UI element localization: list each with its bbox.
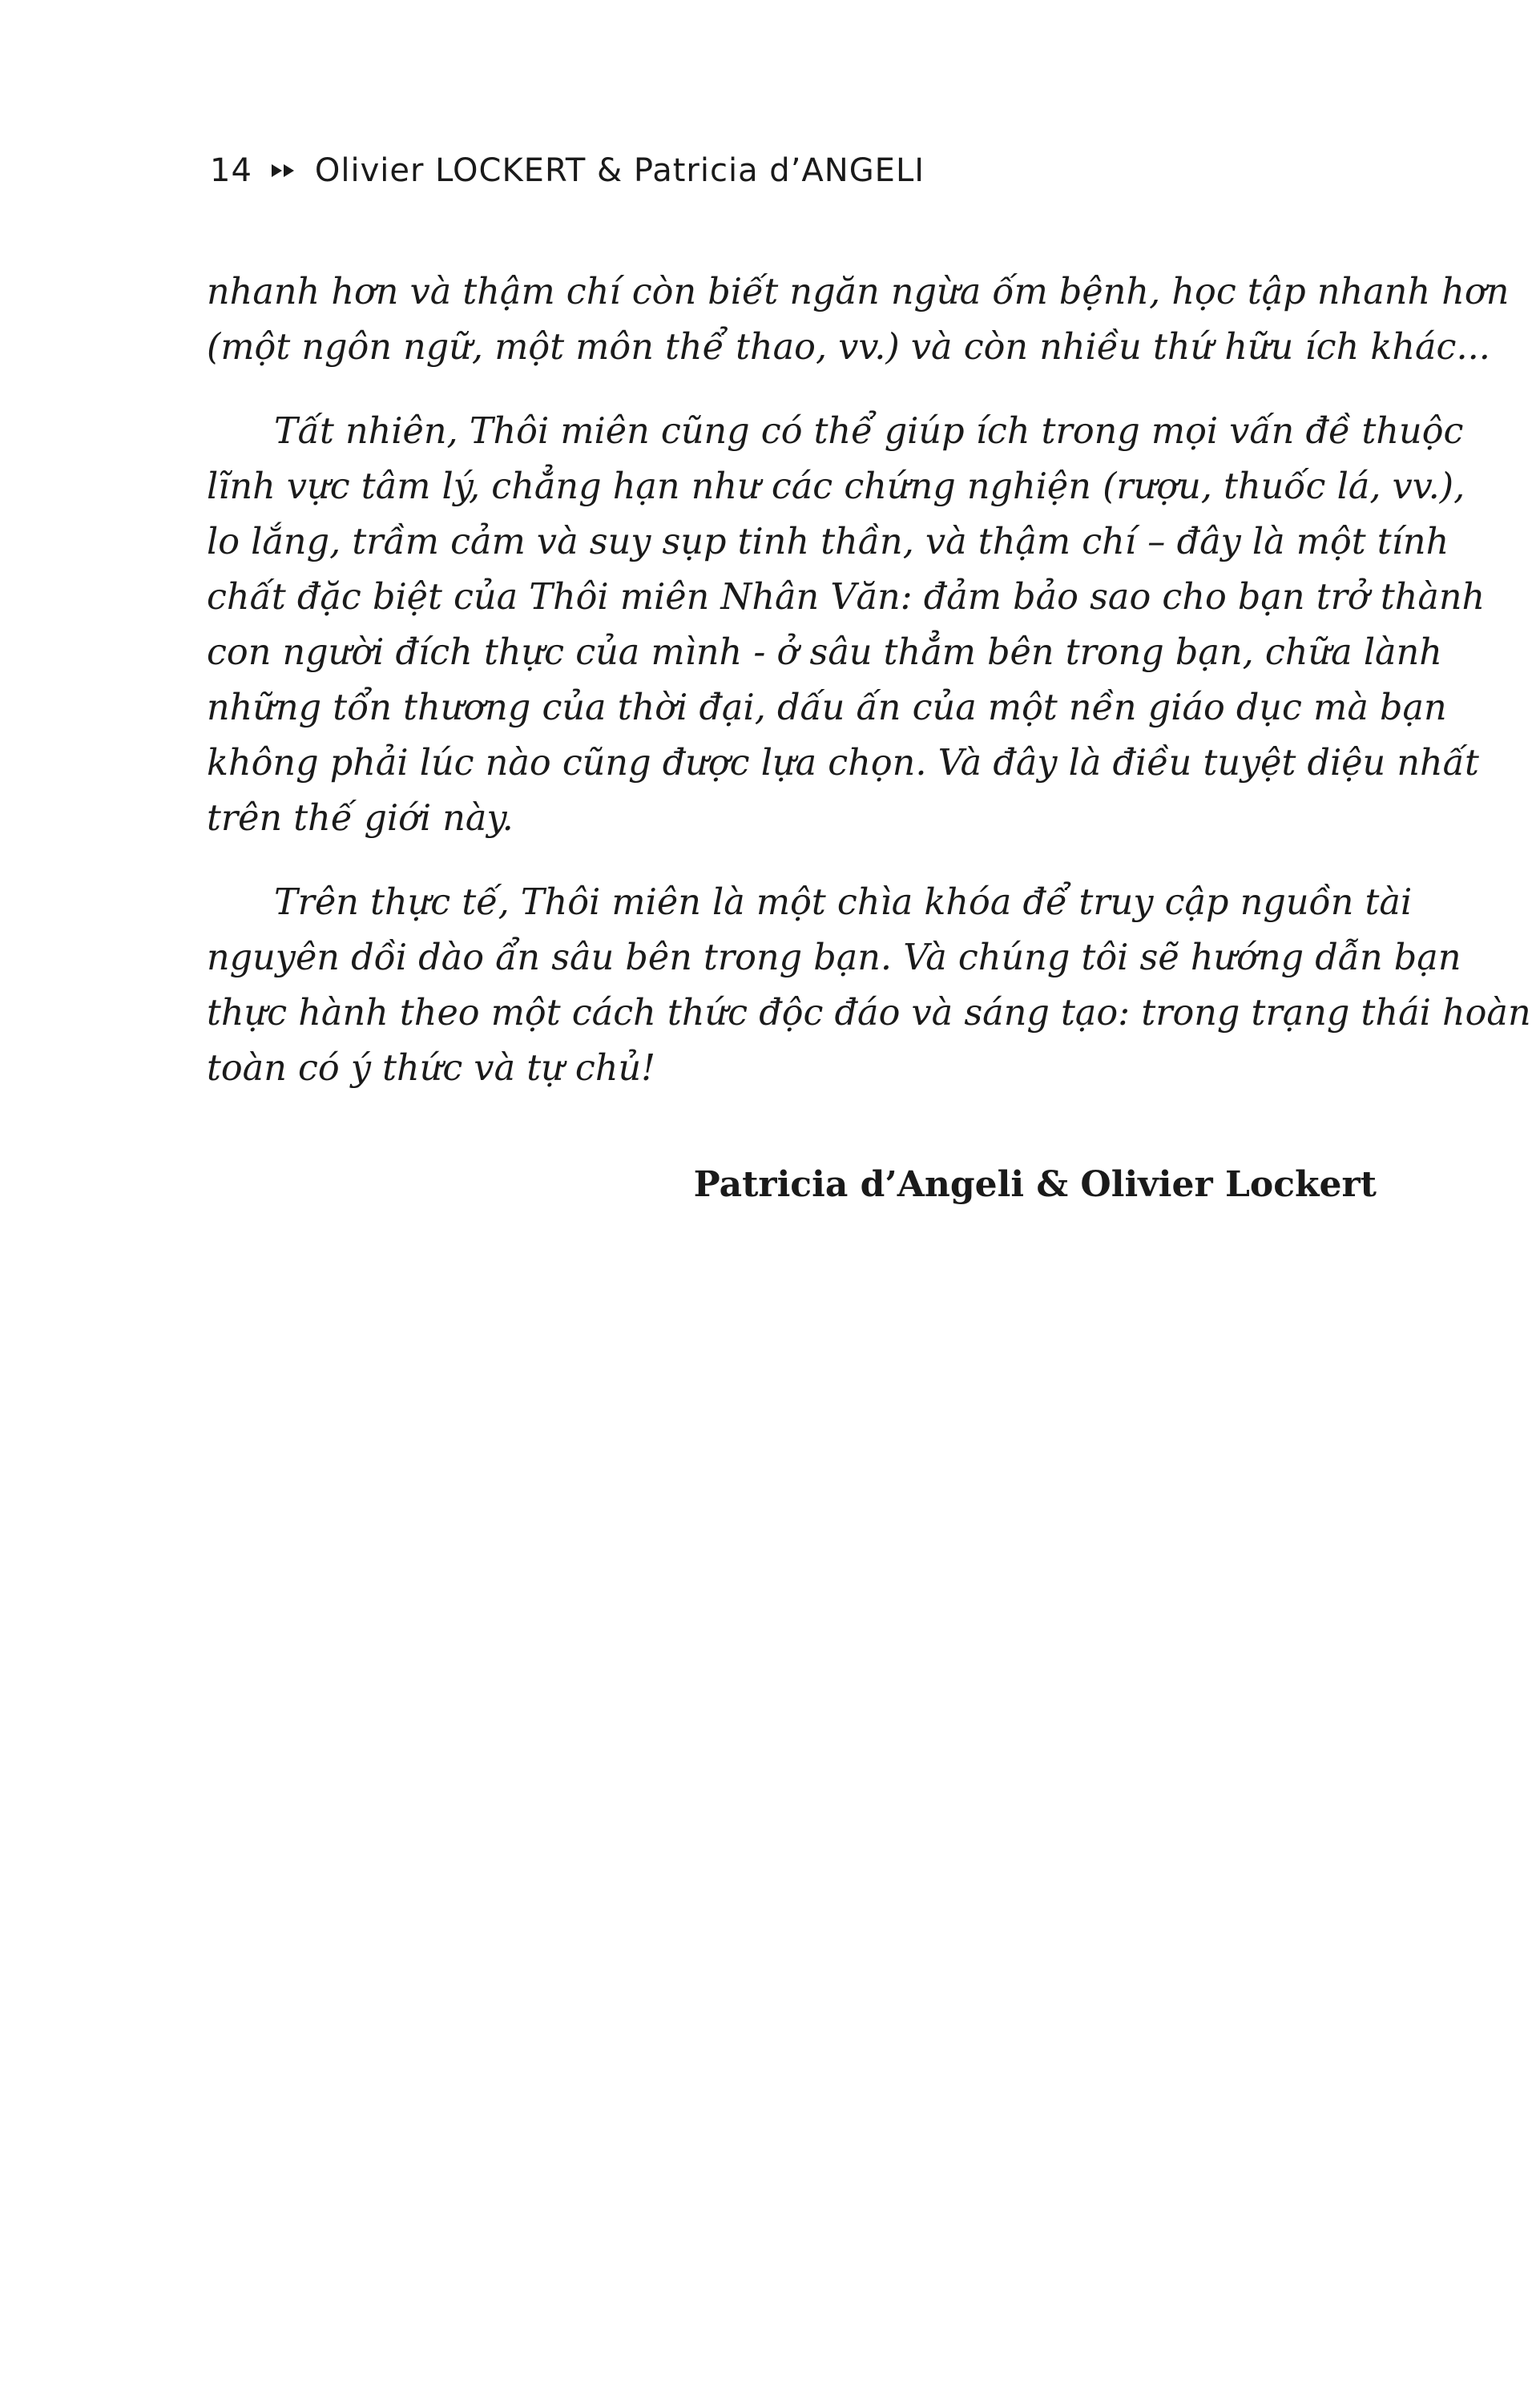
paragraph bbox=[207, 875, 1531, 1096]
text-line: lĩnh vực tâm lý, chẳng hạn như các chứng nghiện (rượu, thuốc lá, vv.), bbox=[207, 466, 1465, 507]
running-header bbox=[210, 152, 925, 189]
text-line: nguyên dồi dào ẩn sâu bên trong bạn. Và chúng tôi sẽ hướng dẫn bạn bbox=[207, 937, 1461, 978]
text-line: trên thế giới này. bbox=[207, 798, 514, 839]
text-line: không phải lúc nào cũng được lựa chọn. Và đây là điều tuyệt diệu nhất bbox=[207, 743, 1479, 784]
text-line: chất đặc biệt của Thôi miên Nhân Văn: đảm bảo sao cho bạn trở thành bbox=[207, 577, 1486, 618]
running-title: Olivier LOCKERT & Patricia d’ANGELI bbox=[314, 152, 925, 189]
paragraph bbox=[207, 264, 1510, 375]
text-line: (một ngôn ngữ, một môn thể thao, vv.) và còn nhiều thứ hữu ích khác... bbox=[207, 327, 1490, 368]
author-signature: Patricia d’Angeli & Olivier Lockert bbox=[693, 1164, 1377, 1205]
text-line: Tất nhiên, Thôi miên cũng có thể giúp ích trong mọi vấn đề thuộc bbox=[274, 411, 1464, 452]
paragraph bbox=[207, 404, 1486, 846]
text-line: con người đích thực của mình - ở sâu thẳm bên trong bạn, chữa lành bbox=[207, 632, 1442, 673]
text-line: nhanh hơn và thậm chí còn biết ngăn ngừa ốm bệnh, học tập nhanh hơn bbox=[207, 272, 1510, 312]
text-line: lo lắng, trầm cảm và suy sụp tinh thần, và thậm chí – đây là một tính bbox=[207, 522, 1449, 562]
double-play-arrow-icon bbox=[272, 163, 296, 179]
text-line: những tổn thương của thời đại, dấu ấn của một nền giáo dục mà bạn bbox=[207, 687, 1447, 728]
page-number: 14 bbox=[210, 152, 252, 189]
text-line: toàn có ý thức và tự chủ! bbox=[207, 1048, 656, 1089]
text-line: thực hành theo một cách thức độc đáo và sáng tạo: trong trạng thái hoàn bbox=[207, 993, 1531, 1034]
text-line: Trên thực tế, Thôi miên là một chìa khóa để truy cập nguồn tài bbox=[274, 882, 1413, 923]
body-text bbox=[207, 264, 1531, 1125]
